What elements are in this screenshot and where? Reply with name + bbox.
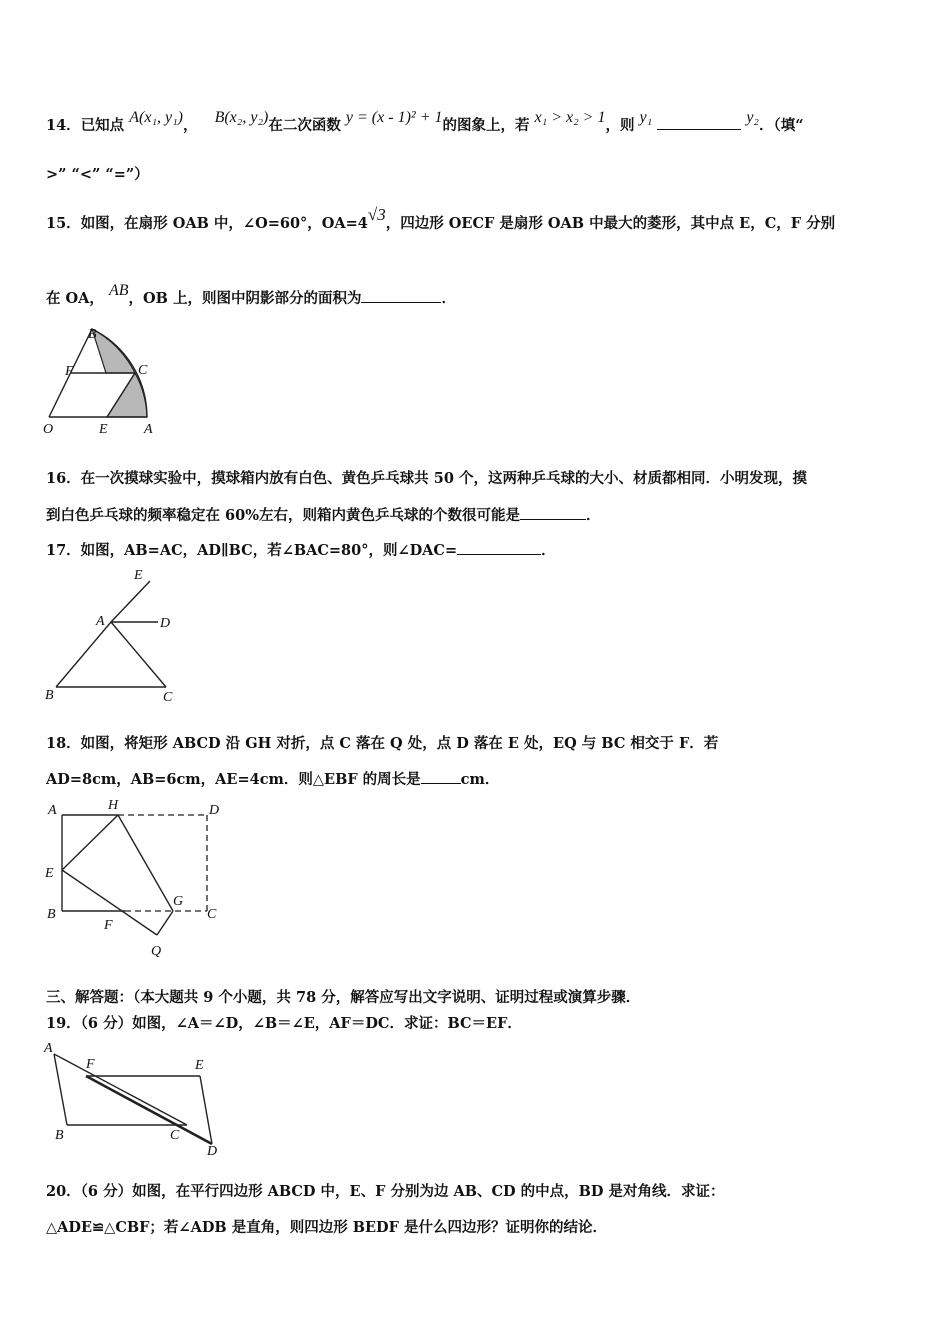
q19-label-e: E (195, 1058, 204, 1073)
q15-text-2a: 在 OA， (46, 290, 104, 307)
q15-text-2b: ，OB 上，则图中阴影部分的面积为 (128, 290, 362, 307)
q14-point-b: B(x₂, y₂) (214, 109, 269, 126)
q18-end: cm． (460, 771, 500, 788)
q17-label-e: E (134, 568, 143, 583)
q15-sqrt: √3 (367, 205, 386, 224)
q14-text-2: 在二次函数 (268, 117, 341, 134)
q14-sep: ， (183, 117, 198, 134)
q15-label-a: A (144, 422, 153, 437)
question-18-line-2 (46, 768, 499, 789)
q15-label-f: F (65, 364, 74, 379)
q18-label-h: H (108, 798, 119, 813)
section-3-heading: 三、解答题：（本大题共 9 个小题，共 78 分，解答应写出文字说明、证明过程或演算步骤． (46, 989, 641, 1006)
q18-label-b: B (47, 907, 56, 922)
q17-text: 17．如图，AB=AC，AD∥BC，若∠BAC=80°，则∠DAC= (46, 542, 458, 559)
question-14 (46, 109, 804, 135)
q18-label-c: C (207, 907, 217, 922)
q17-label-c: C (163, 690, 173, 705)
q15-label-b: B (88, 327, 97, 342)
q17-end: ． (541, 542, 556, 559)
q18-label-d: D (209, 803, 220, 818)
q14-text-1: 已知点 (80, 117, 125, 134)
q17-label-d: D (160, 616, 171, 631)
q14-y2: y₂ (746, 109, 759, 126)
question-18-line-1: 18．如图，将矩形 ABCD 沿 GH 对折，点 C 落在 Q 处，点 D 落在 E 处，EQ 与 BC 相交于 F．若 (46, 735, 719, 752)
q15-shade-right (107, 373, 147, 417)
question-19: 19．（6 分）如图，∠A＝∠D，∠B＝∠E，AF＝DC．求证：BC＝EF． (46, 1015, 522, 1032)
q15-label-c: C (138, 363, 148, 378)
question-15-line-1 (46, 205, 836, 233)
q18-text-2: AD=8cm，AB=6cm，AE=4cm．则△EBF 的周长是 (46, 771, 421, 788)
q18-figure (40, 795, 230, 960)
question-20-line-2: △ADE≌△CBF；若∠ADB 是直角，则四边形 BEDF 是什么四边形？证明你的结论． (46, 1219, 607, 1236)
q17-answer-blank (457, 540, 541, 555)
q18-label-f: F (104, 918, 113, 933)
q14-options: >” “<” “=”） (46, 166, 149, 183)
q14-y1: y₁ (639, 109, 653, 126)
q15-shade-top (92, 329, 135, 373)
q19-label-b: B (55, 1128, 64, 1143)
q17-label-b: B (45, 688, 54, 703)
q15-number: 15． (46, 215, 81, 232)
q16-end: ． (586, 507, 601, 524)
q14-condition: x₁ > x₂ > 1 (534, 109, 606, 126)
q14-point-a: A(x₁, y₁) (129, 109, 184, 126)
q14-text-5: ．（填“ (759, 117, 804, 134)
q15-arc: AB (109, 282, 129, 299)
q16-answer-blank (520, 505, 586, 520)
q19-label-d: D (207, 1144, 218, 1159)
q19-label-f: F (86, 1057, 95, 1072)
q15-answer-blank (361, 288, 441, 303)
q19-label-c: C (170, 1128, 180, 1143)
q17-label-a: A (96, 614, 105, 629)
q14-text-3: 的图象上，若 (442, 117, 530, 134)
q19-label-a: A (44, 1041, 53, 1056)
q15-label-o: O (43, 422, 54, 437)
q15-end: ． (441, 290, 456, 307)
q18-label-a: A (48, 803, 57, 818)
q18-label-e: E (45, 866, 54, 881)
question-15-line-2 (46, 282, 456, 308)
q18-answer-blank (421, 769, 461, 784)
q15-text-1: 如图，在扇形 OAB 中，∠O=60°，OA=4 (80, 215, 368, 232)
q16-text-2: 到白色乒乓球的频率稳定在 60%左右，则箱内黄色乒乓球的个数很可能是 (46, 507, 521, 524)
q14-text-4: ，则 (605, 117, 635, 134)
q19-figure (40, 1038, 240, 1163)
q14-answer-blank (657, 115, 741, 130)
q15-figure (40, 325, 160, 440)
q18-label-q: Q (151, 944, 162, 959)
question-17 (46, 539, 556, 560)
q18-label-g: G (173, 894, 184, 909)
q14-function: y = (x - 1)² + 1 (345, 109, 443, 126)
question-16-line-2 (46, 504, 601, 525)
question-16-line-1: 16．在一次摸球实验中，摸球箱内放有白色、黄色乒乓球共 50 个，这两种乒乓球的大小、材质都相同．小明发现，摸 (46, 470, 807, 487)
q15-text-1b: ，四边形 OECF 是扇形 OAB 中最大的菱形，其中点 E，C，F 分别 (385, 215, 836, 232)
question-20-line-1: 20．（6 分）如图，在平行四边形 ABCD 中，E、F 分别为边 AB、CD 的中点，BD 是对角线．求证： (46, 1183, 725, 1200)
q14-number: 14． (46, 117, 81, 134)
q15-label-e: E (99, 422, 108, 437)
q17-figure (44, 565, 184, 705)
